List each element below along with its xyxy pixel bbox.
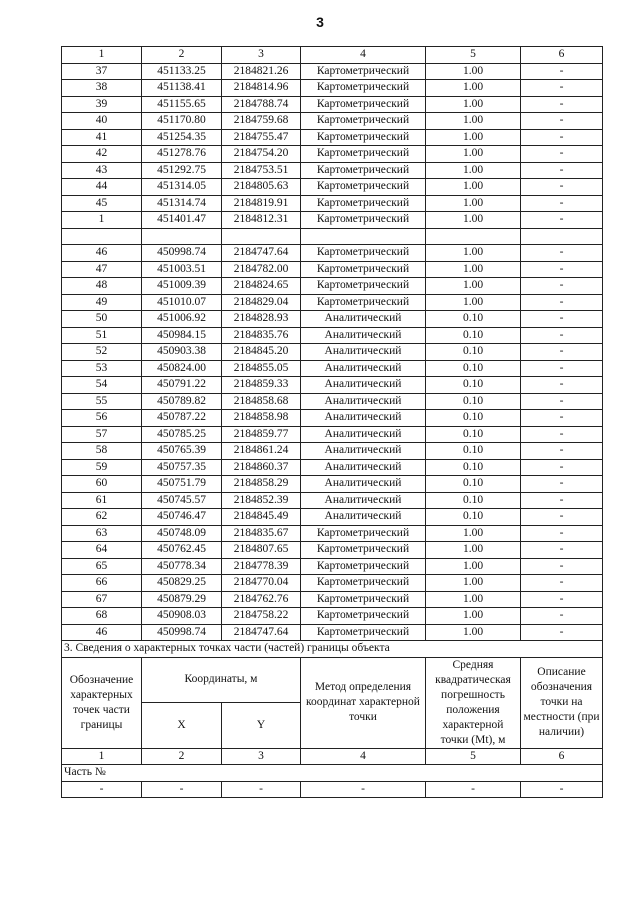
table-cell: 66 <box>62 575 142 592</box>
table-cell: - <box>521 459 603 476</box>
table-row <box>62 278 603 295</box>
table-row <box>62 162 603 179</box>
table-cell: 0.10 <box>426 509 521 526</box>
table-cell: - <box>521 113 603 130</box>
table-row <box>62 195 603 212</box>
table-cell: 1.00 <box>426 195 521 212</box>
table-cell: 2184755.47 <box>222 129 301 146</box>
table-cell: 2184845.20 <box>222 344 301 361</box>
table-row <box>62 311 603 328</box>
header-coordinates: Координаты, м <box>142 657 301 703</box>
table-cell: 451155.65 <box>142 96 222 113</box>
table-cell: 2184747.64 <box>222 245 301 262</box>
table-cell: 45 <box>62 195 142 212</box>
table-cell: 49 <box>62 294 142 311</box>
table-cell: Аналитический <box>301 509 426 526</box>
table-cell: 450778.34 <box>142 558 222 575</box>
table-row <box>62 393 603 410</box>
table-cell: - <box>521 360 603 377</box>
table-cell: Аналитический <box>301 360 426 377</box>
table-row <box>62 624 603 641</box>
table-row <box>62 360 603 377</box>
blank-separator-row <box>62 228 603 245</box>
column-number: 1 <box>62 748 142 765</box>
table-row <box>62 212 603 229</box>
table-cell: Аналитический <box>301 327 426 344</box>
table-cell: 2184753.51 <box>222 162 301 179</box>
table-cell: 2184778.39 <box>222 558 301 575</box>
table-cell: - <box>301 781 426 798</box>
table-row <box>62 591 603 608</box>
table-cell: - <box>521 410 603 427</box>
table-cell: 41 <box>62 129 142 146</box>
table-cell: - <box>521 278 603 295</box>
table-row <box>62 63 603 80</box>
header-x: X <box>142 703 222 749</box>
table-cell: 451254.35 <box>142 129 222 146</box>
table-cell: Картометрический <box>301 113 426 130</box>
part-label: Часть № <box>62 765 603 782</box>
table-cell: 1.00 <box>426 558 521 575</box>
table-cell: 0.10 <box>426 492 521 509</box>
table-cell: - <box>521 426 603 443</box>
table-row <box>62 146 603 163</box>
table-cell: Картометрический <box>301 212 426 229</box>
table-cell: - <box>521 591 603 608</box>
table-cell: 2184758.22 <box>222 608 301 625</box>
table-cell: Аналитический <box>301 344 426 361</box>
table-cell: 46 <box>62 624 142 641</box>
empty-part-row <box>62 781 603 798</box>
table-cell: 451009.39 <box>142 278 222 295</box>
table-cell: 2184835.76 <box>222 327 301 344</box>
empty-cell <box>301 228 426 245</box>
table-cell: 2184859.33 <box>222 377 301 394</box>
table-cell: - <box>426 781 521 798</box>
table-cell: 2184770.04 <box>222 575 301 592</box>
table-cell: Картометрический <box>301 624 426 641</box>
table-cell: 450757.35 <box>142 459 222 476</box>
table-cell: 1.00 <box>426 294 521 311</box>
table-cell: 55 <box>62 393 142 410</box>
table-cell: 1.00 <box>426 63 521 80</box>
table-cell: 67 <box>62 591 142 608</box>
column-number: 6 <box>521 748 603 765</box>
table-cell: Картометрический <box>301 278 426 295</box>
table-cell: 64 <box>62 542 142 559</box>
table-row <box>62 294 603 311</box>
column-number: 2 <box>142 748 222 765</box>
table-cell: 65 <box>62 558 142 575</box>
table-cell: 450879.29 <box>142 591 222 608</box>
table-cell: - <box>521 212 603 229</box>
column-number: 4 <box>301 748 426 765</box>
table-cell: 451170.80 <box>142 113 222 130</box>
table-cell: 0.10 <box>426 393 521 410</box>
table-cell: 61 <box>62 492 142 509</box>
table-cell: 0.10 <box>426 476 521 493</box>
table-cell: 54 <box>62 377 142 394</box>
table-cell: 2184754.20 <box>222 146 301 163</box>
table-cell: 62 <box>62 509 142 526</box>
table-cell: 59 <box>62 459 142 476</box>
header-method: Метод определения координат характерной точки <box>301 657 426 748</box>
table-cell: - <box>521 624 603 641</box>
table-cell: Картометрический <box>301 608 426 625</box>
table-cell: - <box>521 162 603 179</box>
column-number: 6 <box>521 47 603 64</box>
table-cell: - <box>521 63 603 80</box>
column-number: 1 <box>62 47 142 64</box>
table-cell: 451010.07 <box>142 294 222 311</box>
table-cell: 1.00 <box>426 129 521 146</box>
table-cell: - <box>521 261 603 278</box>
table-cell: - <box>62 781 142 798</box>
table-row <box>62 113 603 130</box>
table-cell: 451006.92 <box>142 311 222 328</box>
table-cell: 2184835.67 <box>222 525 301 542</box>
table-row <box>62 525 603 542</box>
table-cell: 51 <box>62 327 142 344</box>
table-cell: Аналитический <box>301 443 426 460</box>
table-cell: 38 <box>62 80 142 97</box>
table-cell: 2184829.04 <box>222 294 301 311</box>
table-cell: 450746.47 <box>142 509 222 526</box>
table-cell: - <box>521 311 603 328</box>
table-cell: 1.00 <box>426 146 521 163</box>
table-cell: 450829.25 <box>142 575 222 592</box>
table-cell: - <box>521 96 603 113</box>
table-cell: 2184788.74 <box>222 96 301 113</box>
table-cell: 44 <box>62 179 142 196</box>
table-cell: 48 <box>62 278 142 295</box>
table-cell: - <box>521 377 603 394</box>
table-cell: - <box>521 575 603 592</box>
header-point-designation: Обозначение характерных точек части границы <box>62 657 142 748</box>
table-cell: 0.10 <box>426 344 521 361</box>
table-cell: - <box>521 80 603 97</box>
table-cell: 43 <box>62 162 142 179</box>
table-cell: 2184858.98 <box>222 410 301 427</box>
table-cell: 451314.74 <box>142 195 222 212</box>
table-cell: 0.10 <box>426 360 521 377</box>
table-cell: - <box>521 476 603 493</box>
table-cell: 450748.09 <box>142 525 222 542</box>
table-cell: Аналитический <box>301 476 426 493</box>
table-row <box>62 179 603 196</box>
table-cell: - <box>521 542 603 559</box>
table-cell: 2184812.31 <box>222 212 301 229</box>
table-cell: 450787.22 <box>142 410 222 427</box>
table-cell: Картометрический <box>301 195 426 212</box>
table-cell: 1 <box>62 212 142 229</box>
table-cell: - <box>521 179 603 196</box>
column-number: 5 <box>426 748 521 765</box>
table-cell: 451133.25 <box>142 63 222 80</box>
table-cell: 2184821.26 <box>222 63 301 80</box>
table-cell: 40 <box>62 113 142 130</box>
header-point-description: Описание обозначения точки на местности (при наличии) <box>521 657 603 748</box>
table-cell: 1.00 <box>426 542 521 559</box>
table-cell: - <box>521 443 603 460</box>
table-cell: 451138.41 <box>142 80 222 97</box>
table-cell: 450908.03 <box>142 608 222 625</box>
table-cell: 53 <box>62 360 142 377</box>
table-cell: 450998.74 <box>142 245 222 262</box>
table-cell: 47 <box>62 261 142 278</box>
table-cell: Картометрический <box>301 80 426 97</box>
table-cell: 450903.38 <box>142 344 222 361</box>
table-cell: 2184845.49 <box>222 509 301 526</box>
table-row <box>62 327 603 344</box>
table-cell: 450791.22 <box>142 377 222 394</box>
table-cell: Картометрический <box>301 96 426 113</box>
table-cell: 450745.57 <box>142 492 222 509</box>
table-cell: 1.00 <box>426 179 521 196</box>
table-cell: 451278.76 <box>142 146 222 163</box>
table-row <box>62 492 603 509</box>
table-cell: 1.00 <box>426 608 521 625</box>
coordinates-table <box>61 46 603 798</box>
table-cell: Аналитический <box>301 311 426 328</box>
table-cell: 0.10 <box>426 410 521 427</box>
section-3-title: 3. Сведения о характерных точках части (частей) границы объекта <box>62 641 603 658</box>
column-number: 3 <box>222 748 301 765</box>
table-row <box>62 459 603 476</box>
column-number: 5 <box>426 47 521 64</box>
table-cell: 0.10 <box>426 426 521 443</box>
table-cell: 2184782.00 <box>222 261 301 278</box>
table-cell: - <box>521 294 603 311</box>
table-cell: Картометрический <box>301 542 426 559</box>
empty-cell <box>426 228 521 245</box>
table-cell: 56 <box>62 410 142 427</box>
section-3-column-numbers-row <box>62 748 603 765</box>
table-row <box>62 558 603 575</box>
table-cell: 1.00 <box>426 212 521 229</box>
table-cell: Картометрический <box>301 162 426 179</box>
table-cell: Картометрический <box>301 525 426 542</box>
table-cell: - <box>521 393 603 410</box>
table-cell: Аналитический <box>301 393 426 410</box>
header-y: Y <box>222 703 301 749</box>
table-cell: 0.10 <box>426 443 521 460</box>
table-cell: - <box>521 525 603 542</box>
table-cell: 2184759.68 <box>222 113 301 130</box>
part-label-row <box>62 765 603 782</box>
table-cell: 2184858.29 <box>222 476 301 493</box>
table-cell: 1.00 <box>426 80 521 97</box>
table-row <box>62 575 603 592</box>
table-row <box>62 476 603 493</box>
table-cell: 450765.39 <box>142 443 222 460</box>
table-row <box>62 80 603 97</box>
table-cell: 60 <box>62 476 142 493</box>
table-row <box>62 542 603 559</box>
table-row <box>62 377 603 394</box>
table-cell: Аналитический <box>301 459 426 476</box>
table-cell: 2184807.65 <box>222 542 301 559</box>
table-cell: 0.10 <box>426 459 521 476</box>
table-cell: 2184819.91 <box>222 195 301 212</box>
column-number: 4 <box>301 47 426 64</box>
table-cell: 63 <box>62 525 142 542</box>
table-cell: 68 <box>62 608 142 625</box>
table-cell: 451003.51 <box>142 261 222 278</box>
table-cell: 2184824.65 <box>222 278 301 295</box>
table-cell: Аналитический <box>301 492 426 509</box>
table-cell: 2184814.96 <box>222 80 301 97</box>
table-cell: 52 <box>62 344 142 361</box>
table-row <box>62 443 603 460</box>
table-cell: 2184859.77 <box>222 426 301 443</box>
table-cell: 1.00 <box>426 624 521 641</box>
table-cell: 2184762.76 <box>222 591 301 608</box>
column-number: 3 <box>222 47 301 64</box>
empty-cell <box>142 228 222 245</box>
table-cell: 450998.74 <box>142 624 222 641</box>
table-cell: - <box>521 129 603 146</box>
table-cell: 58 <box>62 443 142 460</box>
table-cell: Картометрический <box>301 245 426 262</box>
table-row <box>62 344 603 361</box>
table-cell: Картометрический <box>301 294 426 311</box>
table-cell: Картометрический <box>301 63 426 80</box>
table-cell: - <box>521 492 603 509</box>
table-cell: 46 <box>62 245 142 262</box>
column-number: 2 <box>142 47 222 64</box>
table-row <box>62 96 603 113</box>
table-cell: - <box>521 781 603 798</box>
header-mean-error: Средняя квадратическая погрешность положения характерной точки (Mt), м <box>426 657 521 748</box>
table-cell: Картометрический <box>301 575 426 592</box>
table-row <box>62 608 603 625</box>
table-cell: 42 <box>62 146 142 163</box>
table-cell: 2184855.05 <box>222 360 301 377</box>
table-cell: 451401.47 <box>142 212 222 229</box>
section-3-header-row <box>62 657 603 703</box>
table-cell: 2184828.93 <box>222 311 301 328</box>
table-cell: 450785.25 <box>142 426 222 443</box>
column-numbers-row <box>62 47 603 64</box>
table-cell: 1.00 <box>426 162 521 179</box>
table-cell: 0.10 <box>426 377 521 394</box>
table-cell: 2184852.39 <box>222 492 301 509</box>
table-cell: 1.00 <box>426 575 521 592</box>
table-cell: 2184861.24 <box>222 443 301 460</box>
section-3-title-row <box>62 641 603 658</box>
empty-cell <box>521 228 603 245</box>
table-cell: Аналитический <box>301 377 426 394</box>
table-cell: Аналитический <box>301 410 426 427</box>
table-cell: 450789.82 <box>142 393 222 410</box>
table-cell: Картометрический <box>301 179 426 196</box>
table-cell: 2184805.63 <box>222 179 301 196</box>
table-cell: Картометрический <box>301 591 426 608</box>
table-cell: 451292.75 <box>142 162 222 179</box>
table-cell: 450751.79 <box>142 476 222 493</box>
table-cell: 1.00 <box>426 525 521 542</box>
table-cell: 0.10 <box>426 311 521 328</box>
table-row <box>62 426 603 443</box>
table-cell: 450762.45 <box>142 542 222 559</box>
table-cell: Картометрический <box>301 558 426 575</box>
table-cell: 2184747.64 <box>222 624 301 641</box>
table-cell: 1.00 <box>426 591 521 608</box>
table-cell: - <box>222 781 301 798</box>
table-cell: 50 <box>62 311 142 328</box>
table-cell: - <box>142 781 222 798</box>
table-cell: Аналитический <box>301 426 426 443</box>
table-cell: 1.00 <box>426 96 521 113</box>
table-row <box>62 509 603 526</box>
table-cell: 450984.15 <box>142 327 222 344</box>
table-cell: 1.00 <box>426 278 521 295</box>
table-cell: - <box>521 344 603 361</box>
table-row <box>62 245 603 262</box>
empty-cell <box>222 228 301 245</box>
table-cell: 39 <box>62 96 142 113</box>
table-cell: 1.00 <box>426 261 521 278</box>
table-cell: 2184858.68 <box>222 393 301 410</box>
table-cell: 1.00 <box>426 113 521 130</box>
table-cell: 451314.05 <box>142 179 222 196</box>
table-cell: 57 <box>62 426 142 443</box>
page-number: 3 <box>316 14 324 30</box>
table-cell: - <box>521 608 603 625</box>
table-row <box>62 129 603 146</box>
table-cell: 450824.00 <box>142 360 222 377</box>
table-row <box>62 261 603 278</box>
table-row <box>62 410 603 427</box>
table-cell: - <box>521 558 603 575</box>
table-cell: Картометрический <box>301 261 426 278</box>
table-cell: Картометрический <box>301 129 426 146</box>
table-cell: - <box>521 195 603 212</box>
table-cell: 2184860.37 <box>222 459 301 476</box>
table-cell: - <box>521 245 603 262</box>
table-cell: 1.00 <box>426 245 521 262</box>
empty-cell <box>62 228 142 245</box>
table-cell: - <box>521 146 603 163</box>
table-cell: - <box>521 509 603 526</box>
table-cell: 37 <box>62 63 142 80</box>
table-cell: 0.10 <box>426 327 521 344</box>
table-cell: - <box>521 327 603 344</box>
table-cell: Картометрический <box>301 146 426 163</box>
